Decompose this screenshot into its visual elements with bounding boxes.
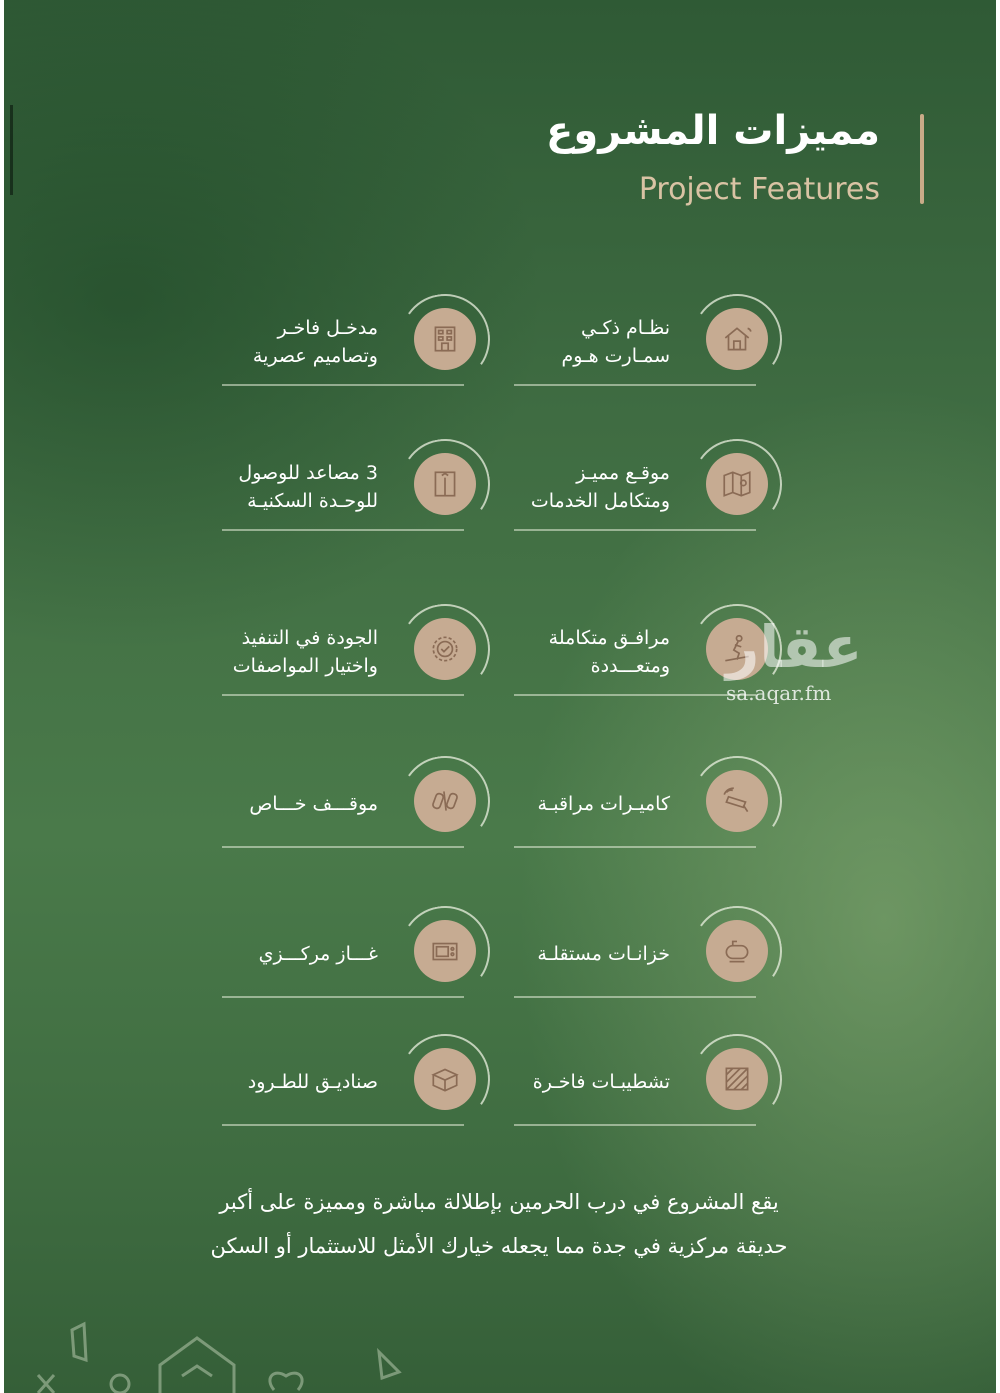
feature-label: كاميـرات مراقبـة xyxy=(537,793,670,815)
tiles-icon xyxy=(706,1048,768,1110)
water-tank-icon xyxy=(706,920,768,982)
decorative-icons xyxy=(24,1320,424,1393)
quality-badge-icon xyxy=(414,618,476,680)
feature-smart-home xyxy=(514,300,774,390)
parking-cars-icon xyxy=(414,770,476,832)
watermark-url: sa.aqar.fm xyxy=(726,681,832,705)
smart-home-icon xyxy=(706,308,768,370)
description-line-2: حديقة مركزية في جدة مما يجعله خيارك الأمثل للاستثمار أو السكن xyxy=(210,1234,788,1258)
feature-label: غـــاز مركـــزي xyxy=(258,943,378,965)
leaf-icon xyxy=(72,1324,86,1360)
page-title-english: Project Features xyxy=(638,172,880,207)
parcel-box-icon xyxy=(414,1048,476,1110)
brochure-page xyxy=(4,0,996,1393)
feature-label: خزانـات مستقلـة xyxy=(537,943,670,965)
edge-mark xyxy=(10,105,13,195)
feature-label: تشطيبـات فاخـرة xyxy=(532,1071,670,1093)
feature-underline xyxy=(514,529,756,531)
title-accent-bar xyxy=(920,114,924,204)
feature-label: الجودة في التنفيذ واختيار المواصفات xyxy=(232,627,378,677)
feature-label: موقـع مميـز ومتكامل الخدمات xyxy=(530,462,670,512)
feature-underline xyxy=(514,846,756,848)
feature-underline xyxy=(222,846,464,848)
watermark-logo-text: عقار xyxy=(726,613,863,681)
description-line-1: يقع المشروع في درب الحرمين بإطلالة مباشرة ومميزة على أكبر xyxy=(219,1190,779,1214)
sparkle-icon xyxy=(38,1375,54,1393)
heart-icon xyxy=(270,1373,302,1390)
feature-cameras xyxy=(514,762,774,852)
feature-underline xyxy=(514,996,756,998)
feature-location xyxy=(514,445,774,535)
location-icon xyxy=(111,1375,129,1393)
feature-label: نظـام ذكـي سمـارت هـوم xyxy=(561,317,670,367)
feature-label: موقـــف خـــاص xyxy=(249,793,378,815)
feature-label: مرافـق متكاملة ومتعـــددة xyxy=(548,627,670,677)
feature-underline xyxy=(514,384,756,386)
feature-underline xyxy=(222,529,464,531)
security-camera-icon xyxy=(706,770,768,832)
aqar-watermark xyxy=(726,615,863,705)
feature-finishes xyxy=(514,1040,774,1130)
feature-underline xyxy=(514,694,756,696)
feature-underline xyxy=(222,996,464,998)
map-location-icon xyxy=(706,453,768,515)
building-entrance-icon xyxy=(414,308,476,370)
feature-elevators xyxy=(222,445,482,535)
chevron-up-icon xyxy=(182,1366,212,1376)
feature-quality xyxy=(222,610,482,700)
feature-underline xyxy=(222,1124,464,1126)
feature-underline xyxy=(514,1124,756,1126)
elevator-icon xyxy=(414,453,476,515)
feature-label: مدخـل فاخـر وتصاميم عصرية xyxy=(252,317,378,367)
shape-icon xyxy=(379,1352,399,1378)
feature-underline xyxy=(222,694,464,696)
feature-tanks xyxy=(514,912,774,1002)
feature-gas xyxy=(222,912,482,1002)
feature-label: 3 مصاعد للوصول للوحـدة السكنيـة xyxy=(238,462,378,512)
page-title-arabic: مميزات المشروع xyxy=(546,108,880,154)
gas-meter-icon xyxy=(414,920,476,982)
feature-parking xyxy=(222,762,482,852)
project-description xyxy=(174,1180,824,1268)
feature-entrance xyxy=(222,300,482,390)
feature-label: صناديـق للطـرود xyxy=(247,1071,378,1093)
feature-underline xyxy=(222,384,464,386)
feature-parcel-boxes xyxy=(222,1040,482,1130)
